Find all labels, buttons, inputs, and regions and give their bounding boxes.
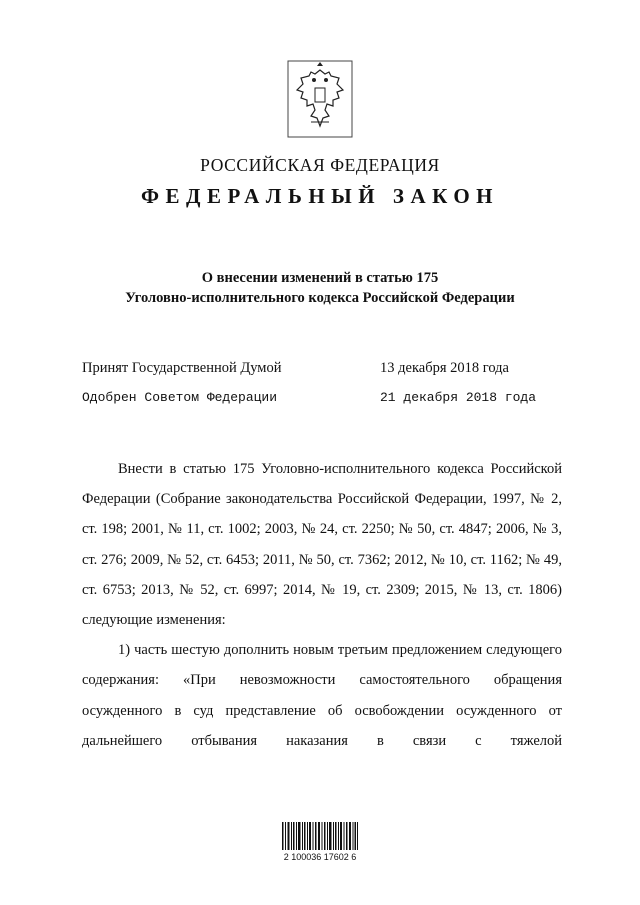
law-subject — [0, 268, 640, 308]
duma-adoption-label: Принят Государственной Думой — [82, 360, 282, 376]
barcode-number: 2 100036 17602 6 — [283, 852, 357, 862]
document-type: ФЕДЕРАЛЬНЫЙ ЗАКОН — [141, 184, 499, 208]
barcode — [282, 822, 358, 850]
coat-of-arms-icon — [287, 60, 353, 138]
council-approval-date: 21 декабря 2018 года — [380, 390, 537, 405]
item-1-paragraph: 1) часть шестую дополнить новым третьим предложением следующего содержания: «При невозможности самостоятельного обращения осужденного в суд представление об освобождении осужденного от дальнейшего отбывания наказания в связи с тяжелой — [82, 642, 562, 749]
subject-line-2: Уголовно-исполнительного кодекса Российской Федерации — [125, 290, 515, 306]
country-name: РОССИЙСКАЯ ФЕДЕРАЦИЯ — [200, 155, 440, 175]
intro-paragraph: Внести в статью 175 Уголовно-исполнительного кодекса Российской Федерации (Собрание законодательства Российской Федерации, 1997, № 2, ст. 198; 2001, № 11, ст. 1002; 2003, № 24, ст. 2250; № 50, ст. 4847; 2006, № 3, ст. 276; 2009, № 52, ст. 6453; 2011, № 50, ст. 7362; 2012, № 10, ст. 1162; № 49, ст. 6753; 2013, № 52, ст. 6997; 2014, № 19, ст. 2309; 2015, № 13, ст. 1806) следующие изменения: — [82, 461, 562, 629]
law-body — [82, 454, 562, 756]
duma-adoption-date: 13 декабря 2018 года — [380, 360, 509, 376]
council-approval-label: Одобрен Советом Федерации — [82, 390, 278, 405]
subject-line-1: О внесении изменений в статью 175 — [201, 270, 439, 286]
